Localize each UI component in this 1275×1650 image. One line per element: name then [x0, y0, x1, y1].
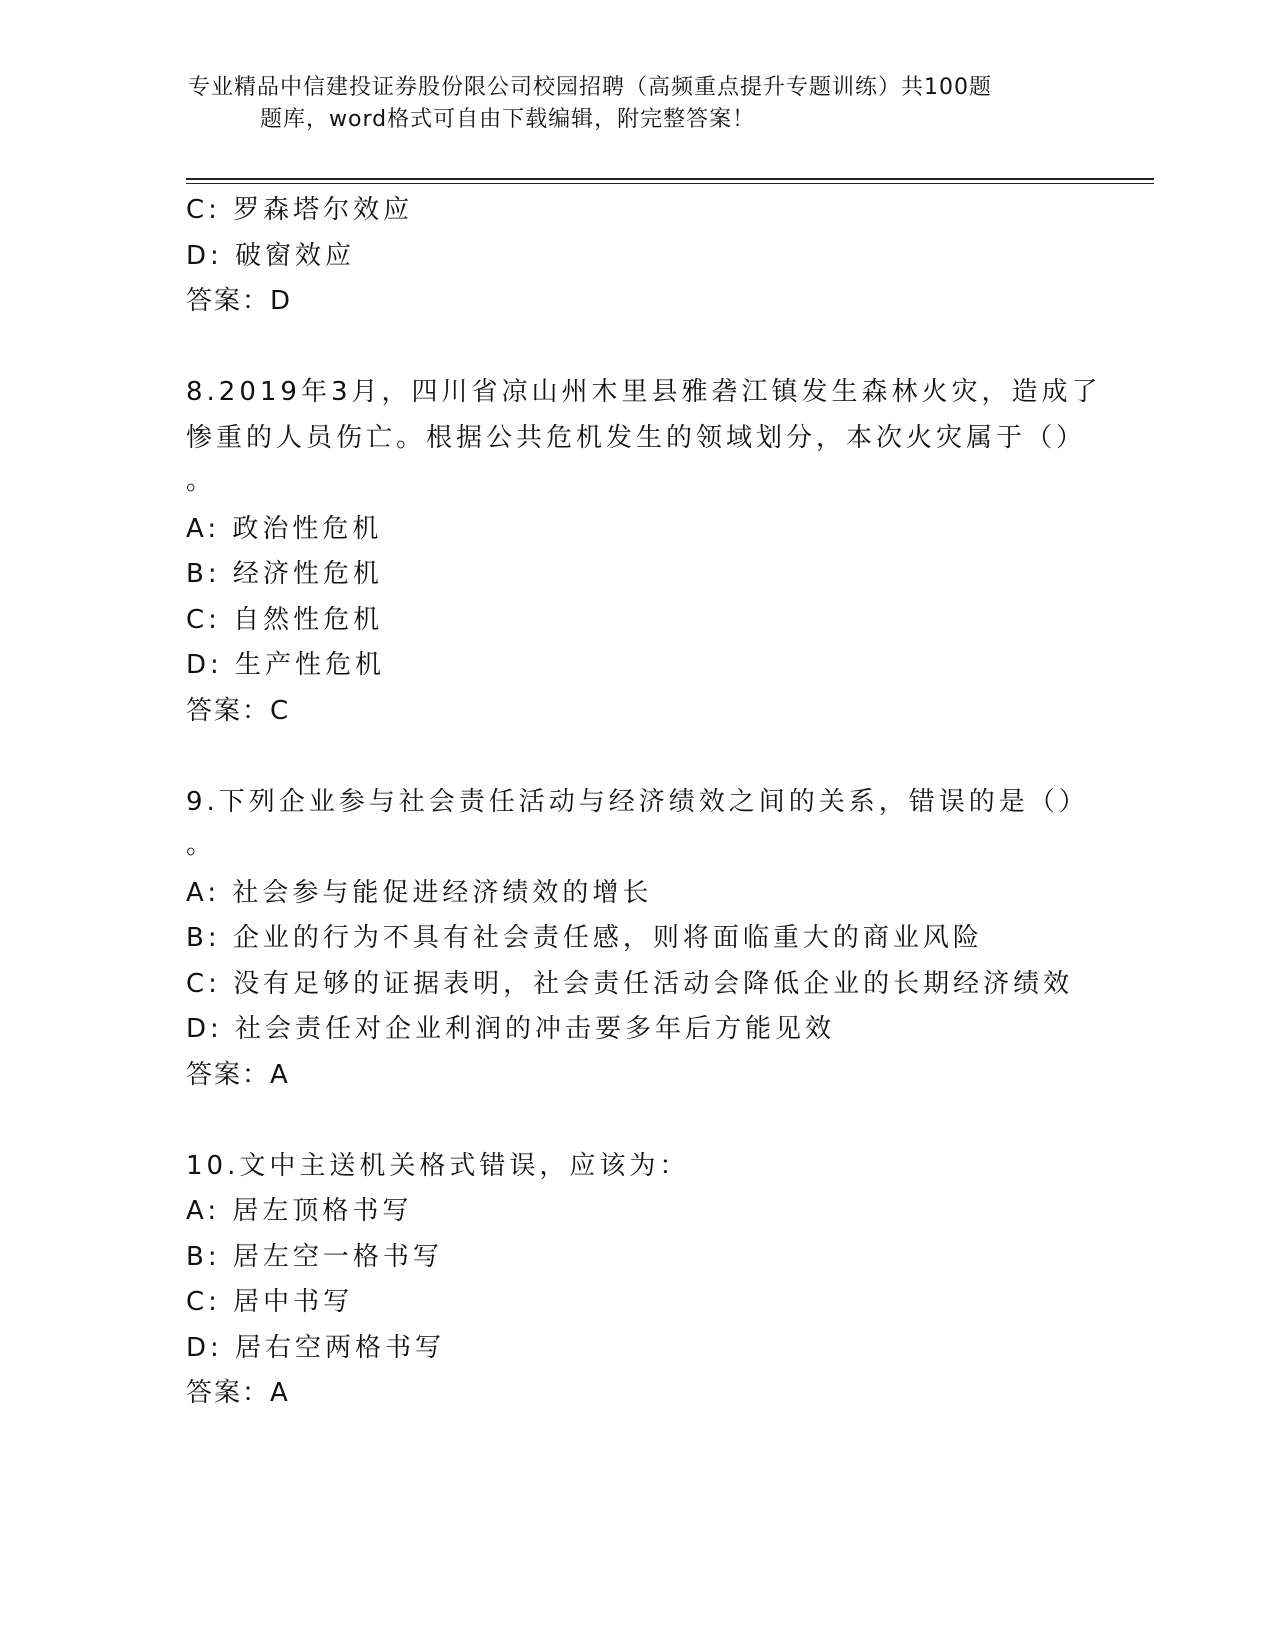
q7-option-c: C: 罗森塔尔效应	[186, 195, 414, 225]
q8-option-b: B: 经济性危机	[186, 559, 383, 589]
q10-stem-line1: 10.文中主送机关格式错误，应该为：	[186, 1150, 690, 1181]
spacer	[186, 1098, 1086, 1144]
spacer	[186, 325, 1086, 371]
spacer	[186, 734, 1086, 780]
q8-option-d: D: 生产性危机	[186, 650, 386, 680]
question-list	[186, 188, 1102, 1417]
header-title-line1: 专业精品中信建投证券股份限公司校园招聘（高频重点提升专题训练）共100题	[188, 75, 992, 100]
q10-option-b: B: 居左空一格书写	[186, 1241, 443, 1272]
header-divider	[186, 178, 1154, 180]
q8-stem-line3: 。	[186, 466, 217, 496]
q10-option-a: A: 居左顶格书写	[186, 1196, 413, 1226]
q8-stem-line2: 惨重的人员伤亡。根据公共危机发生的领域划分，本次火灾属于（）	[186, 422, 1087, 453]
q9-option-b: B: 企业的行为不具有社会责任感，则将面临重大的商业风险	[186, 923, 983, 953]
q9-option-c: C: 没有足够的证据表明，社会责任活动会降低企业的长期经济绩效	[186, 968, 1074, 999]
q10-answer: 答案：A	[186, 1378, 290, 1408]
q8-option-c: C: 自然性危机	[186, 604, 384, 635]
document-header	[188, 72, 1088, 136]
q8-option-a: A: 政治性危机	[186, 513, 383, 544]
header-divider-thin	[186, 183, 1154, 184]
q7-option-d: D: 破窗效应	[186, 240, 356, 271]
q9-option-d: D: 社会责任对企业利润的冲击要多年后方能见效	[186, 1014, 836, 1044]
q9-stem-line1: 9.下列企业参与社会责任活动与经济绩效之间的关系，错误的是（）	[186, 786, 1089, 817]
q8-answer: 答案：C	[186, 695, 291, 726]
q7-answer: 答案：D	[186, 286, 293, 316]
q10-option-d: D: 居右空两格书写	[186, 1332, 446, 1363]
q9-option-a: A: 社会参与能促进经济绩效的增长	[186, 877, 653, 908]
q9-stem-line2: 。	[186, 830, 217, 860]
header-title-line2: 题库，word格式可自由下载编辑，附完整答案！	[260, 107, 756, 132]
q8-stem-line1: 8.2019年3月，四川省凉山州木里县雅砻江镇发生森林火灾，造成了	[186, 377, 1102, 407]
q9-answer: 答案：A	[186, 1059, 290, 1090]
q10-option-c: C: 居中书写	[186, 1287, 354, 1317]
